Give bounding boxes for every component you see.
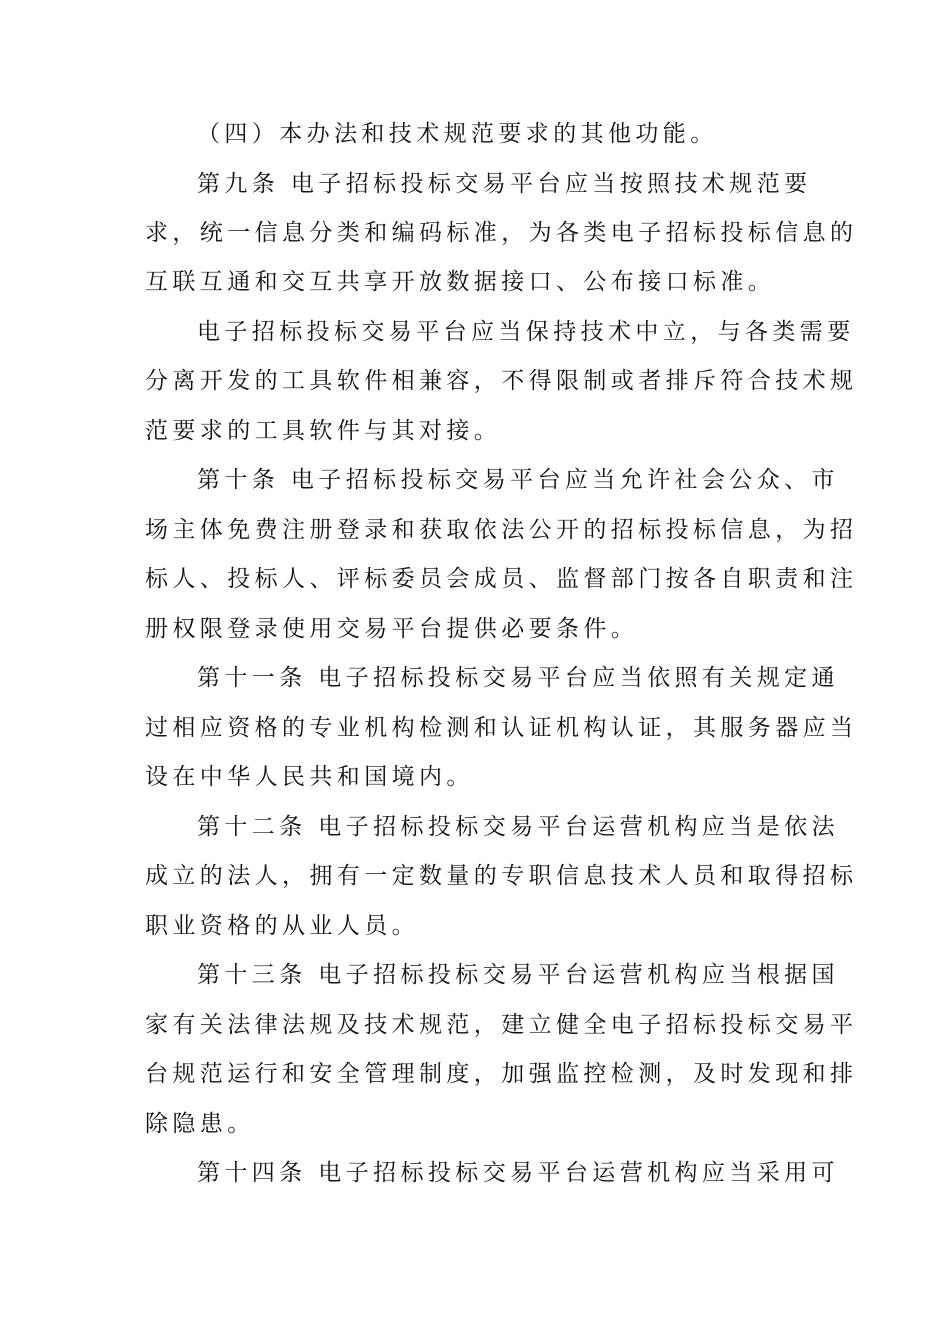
text-line: 第十条 电子招标投标交易平台应当允许社会公众、市 <box>197 467 839 493</box>
text-line: 求，统一信息分类和编码标准，为各类电子招标投标信息的 <box>145 220 858 246</box>
text-line: 第十四条 电子招标投标交易平台运营机构应当采用可 <box>197 1160 839 1186</box>
text-line: 成立的法人，拥有一定数量的专职信息技术人员和取得招标 <box>145 863 858 889</box>
text-line: 台规范运行和安全管理制度，加强监控检测，及时发现和排 <box>145 1061 858 1087</box>
text-line: 职业资格的从业人员。 <box>145 913 419 939</box>
text-line: （四）本办法和技术规范要求的其他功能。 <box>197 121 718 147</box>
text-line: 册权限登录使用交易平台提供必要条件。 <box>145 616 639 642</box>
text-line: 除隐患。 <box>145 1111 255 1137</box>
text-line: 家有关法律法规及技术规范，建立健全电子招标投标交易平 <box>145 1012 858 1038</box>
text-line: 标人、投标人、评标委员会成员、监督部门按各自职责和注 <box>145 566 858 592</box>
text-line: 第十三条 电子招标投标交易平台运营机构应当根据国 <box>197 962 839 988</box>
text-line: 范要求的工具软件与其对接。 <box>145 418 502 444</box>
text-line: 电子招标投标交易平台应当保持技术中立，与各类需要 <box>197 319 855 345</box>
text-line: 设在中华人民共和国境内。 <box>145 764 474 790</box>
text-line: 场主体免费注册登录和获取依法公开的招标投标信息，为招 <box>145 517 858 543</box>
text-line: 过相应资格的专业机构检测和认证机构认证，其服务器应当 <box>145 715 858 741</box>
text-line: 第十一条 电子招标投标交易平台应当依照有关规定通 <box>197 665 839 691</box>
text-line: 第十二条 电子招标投标交易平台运营机构应当是依法 <box>197 814 839 840</box>
text-line: 互联互通和交互共享开放数据接口、公布接口标准。 <box>145 269 776 295</box>
text-line: 第九条 电子招标投标交易平台应当按照技术规范要 <box>197 171 812 197</box>
text-line: 分离开发的工具软件相兼容，不得限制或者排斥符合技术规 <box>145 368 858 394</box>
